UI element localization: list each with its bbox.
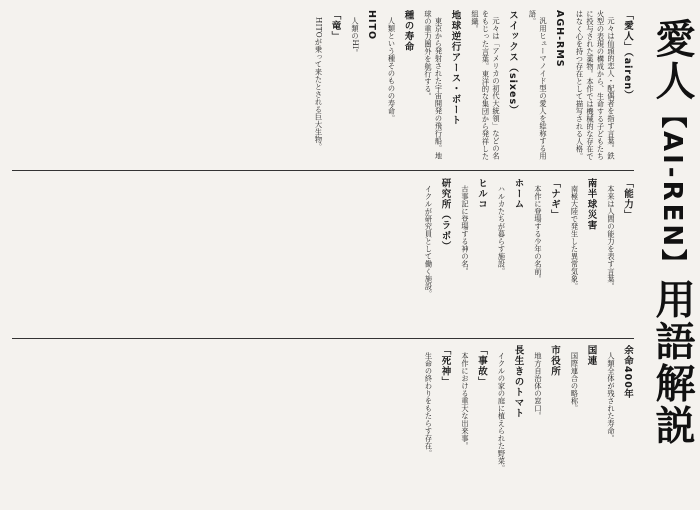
entry-body: 国際連合の略称。 [570,352,580,413]
entry-heading: 「死神」 [439,345,451,387]
entry-heading: 「愛人」（airen） [622,10,633,101]
glossary-entry [460,345,489,503]
entry-heading: 「能力」 [622,178,633,220]
entry-heading: 研究所（ラボ） [439,178,451,252]
glossary-entry [350,10,379,165]
glossary-entry [460,178,489,333]
glossary-entry [533,345,562,503]
entry-heading: 「ナギ」 [549,178,560,220]
glossary-entry [606,178,635,333]
entry-body: 汎用ヒューマノイド型の愛人を総称する用語。 [528,10,548,160]
entry-body: イクルが研究員として働く施設。 [424,185,434,298]
glossary-entry [533,178,562,333]
glossary-band-3 [12,345,634,503]
entry-body: 人類全体が残された寿命。 [607,352,616,443]
entry-body: 人類のHI。 [351,17,360,57]
entry-body: 生命の終わりをもたらす存在。 [424,352,434,458]
glossary-entry [606,345,635,503]
glossary-entry [496,178,525,333]
glossary-band-2 [12,178,634,333]
entry-body: 古事記に登場する神の名。 [461,185,470,276]
glossary-entry [423,178,452,333]
title-main: 愛人 [649,18,695,102]
entry-heading: 長生きのトマト [512,345,524,419]
band-divider [12,170,634,171]
entry-body: 地方自治体の窓口。 [534,352,543,420]
entry-heading: AGH-RMS [554,10,565,68]
entry-body: 元々は「アメリカの初代大統領」などの名をもじった言葉。東洋的な集団から発祥した組織。 [471,10,501,160]
entry-heading: スイックス（sixes） [507,10,518,116]
entry-heading: 種の寿命 [402,10,414,52]
entry-body: 人類という種そのものの寿命。 [387,17,397,123]
entry-body: 本来は人間の能力を表す言葉。 [607,185,616,291]
entry-heading: 地球逆行アース・ボート [449,10,461,126]
band-divider [12,338,634,339]
entry-heading: ホーム [512,178,524,210]
entry-heading: ヒルコ [476,178,487,210]
entry-body: 東京から発射された宇宙開発の飛行船。地球の重力圏外を航行する。 [424,10,444,160]
glossary-entry [423,345,452,503]
entry-heading: HITO [366,10,377,41]
page-title [649,18,695,498]
glossary-entry [423,10,462,165]
entry-heading: 国連 [585,345,597,366]
glossary-band-1 [12,10,634,165]
glossary-entry [313,10,342,165]
glossary-entry [574,10,634,165]
entry-body: 南極大陸で発生した異常気象。 [570,185,580,291]
entry-heading: 「竜」 [329,10,341,42]
entry-body: ハルカたちが暮らす施設。 [497,185,507,276]
glossary-entry [569,178,598,333]
glossary-entry [496,345,525,503]
entry-body: 本作における重大な出来事。 [461,352,470,450]
title-tail: 用語解説 [649,278,695,447]
glossary-entry [386,10,415,165]
entry-heading: 南半球災害 [585,178,597,231]
entry-heading: 「事故」 [476,345,487,387]
entry-body: HITOが乗って来たとされる巨大生物。 [314,17,324,151]
entry-heading: 市役所 [549,345,560,377]
entry-body: 元々は仙頭的恋人・配偶者を指す言葉。鉄火型の表現の構成から、生命する子どもたちに投与された薬物。本作では機械的な存在ではなく心を持つ存在として描写される人格。 [575,10,616,160]
glossary-entry [569,345,598,503]
glossary-entry [470,10,520,165]
title-reading: 【AI-REN】 [657,102,687,279]
glossary-entry [527,10,566,165]
entry-body: 本作に登場する少年の名前。 [534,185,543,283]
entry-body: イクルの家の庭に植えられた野菜。 [497,352,507,473]
entry-heading: 余命400年 [622,345,633,400]
